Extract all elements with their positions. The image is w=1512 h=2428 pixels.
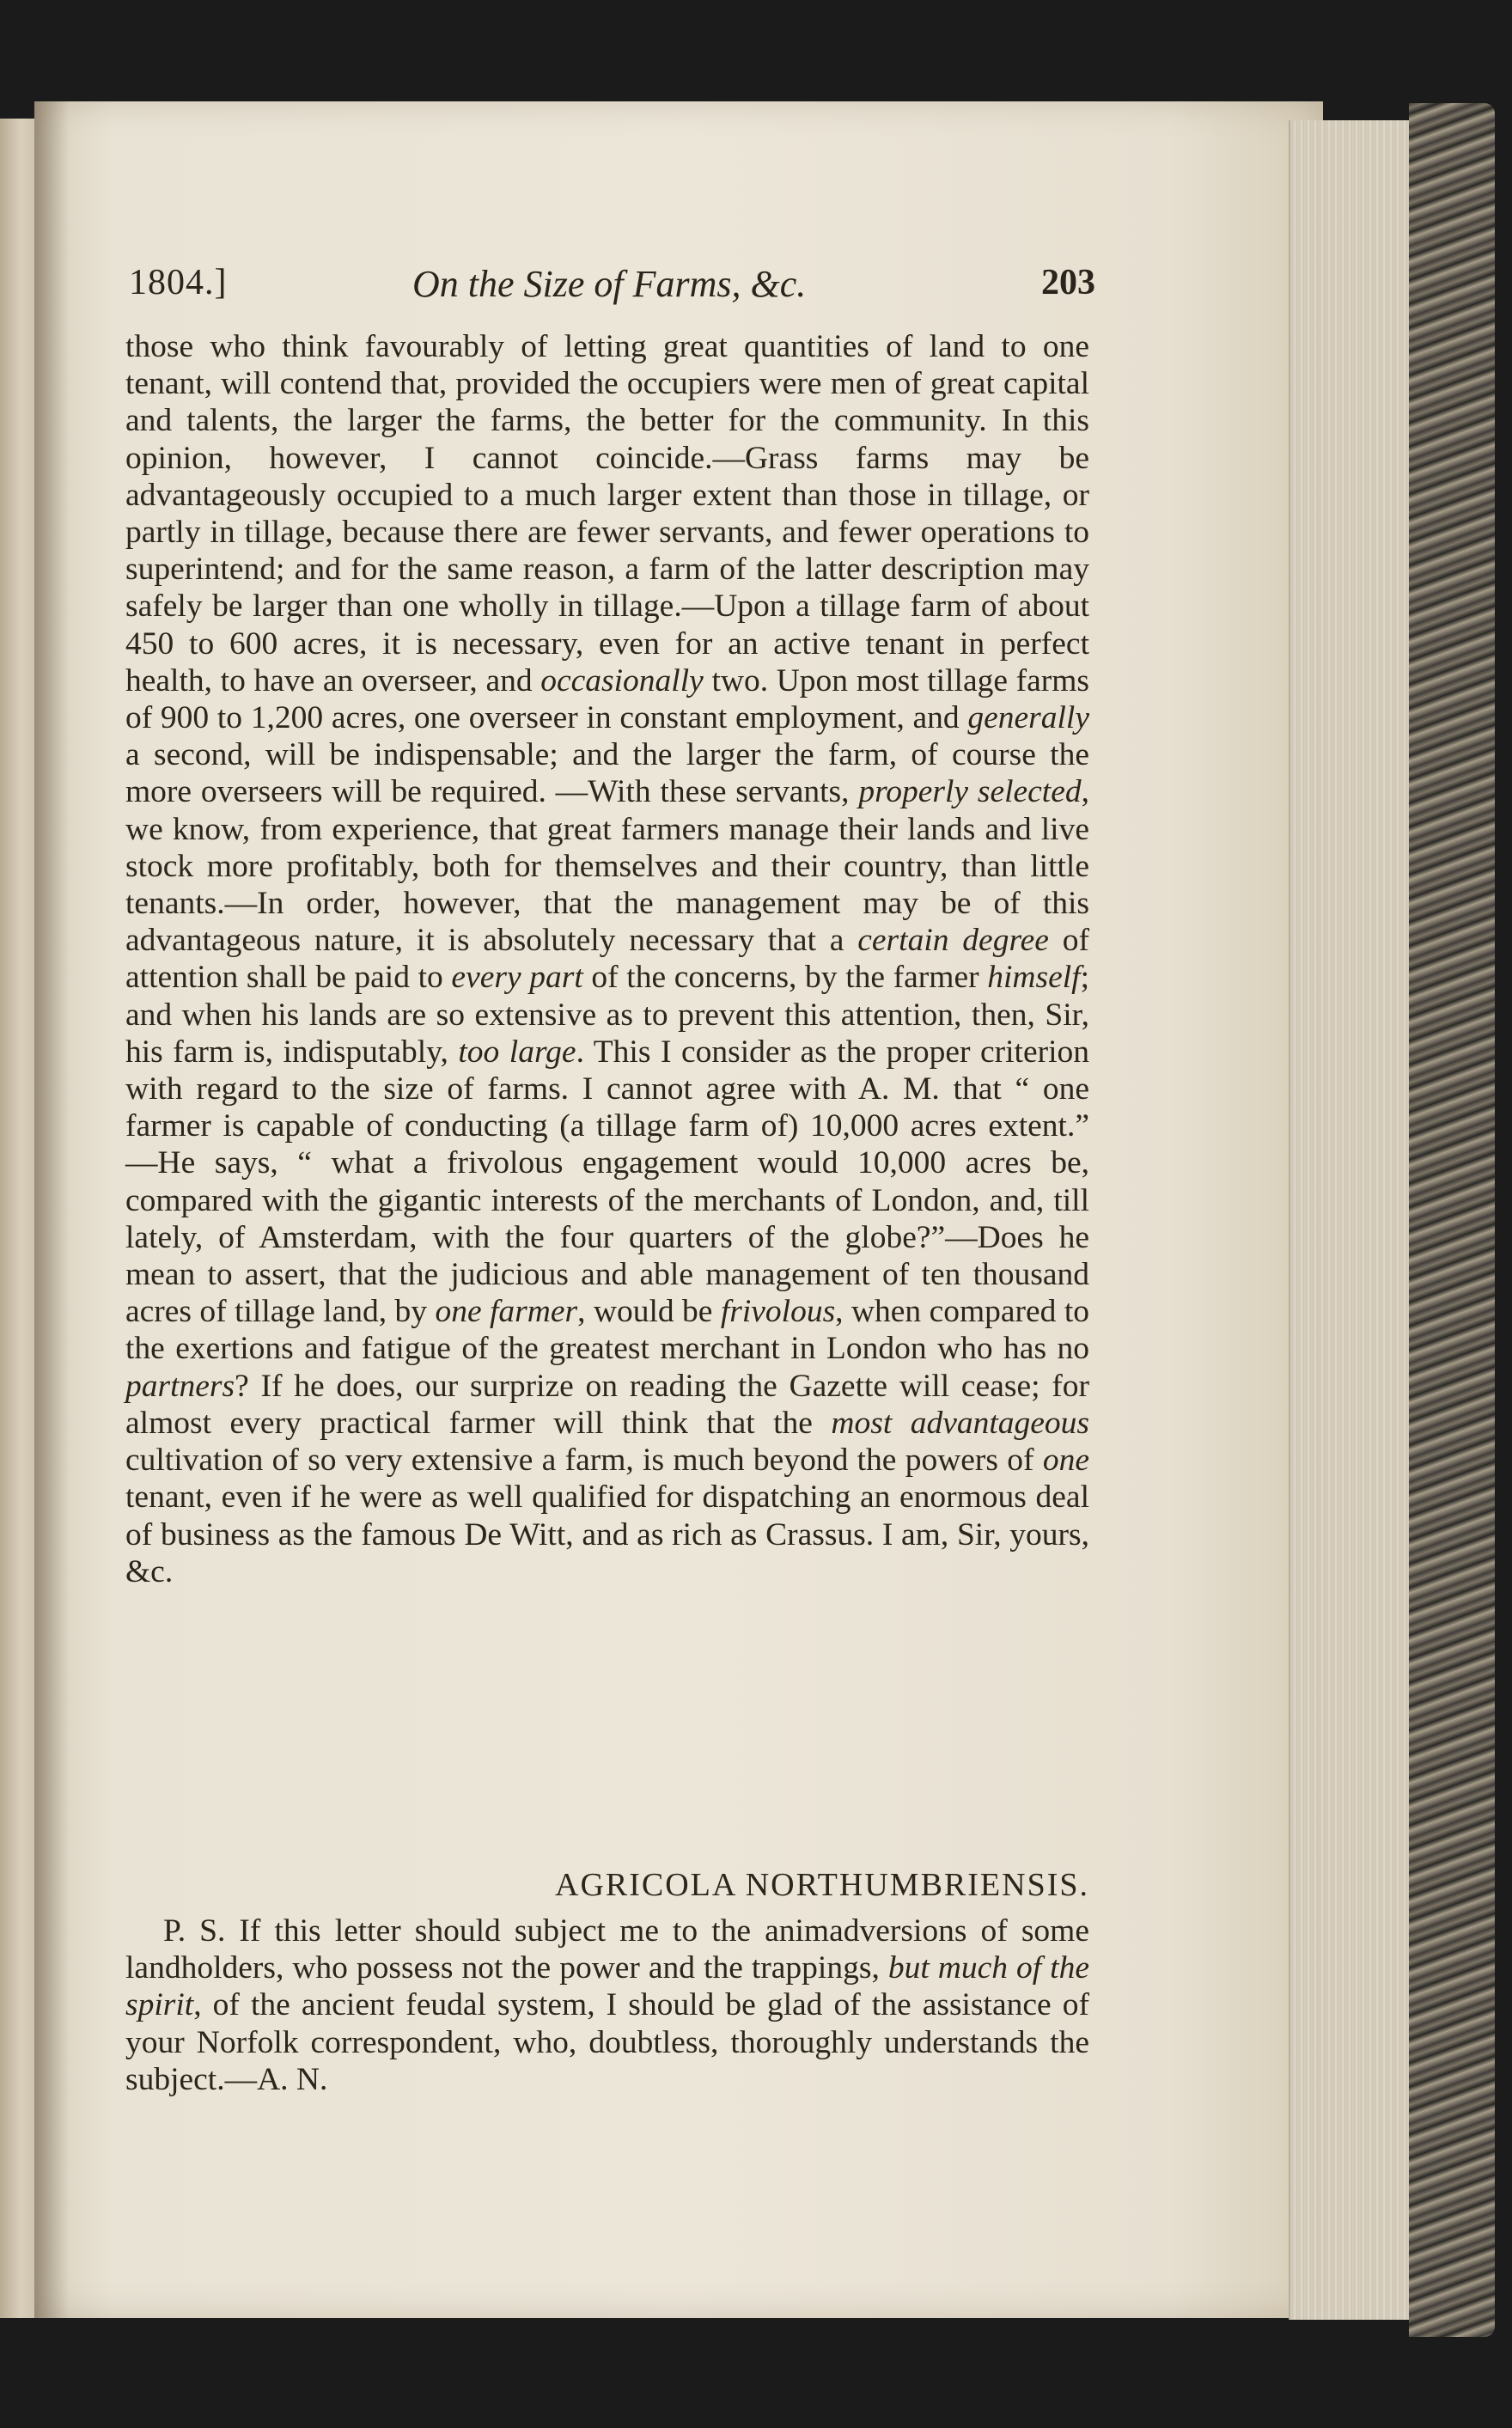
text-run: , we know, from experience, that great farmers manage their lands and live stock more profitably, both for themselves and their country, than little tenants.—In order, however, that the management may be of this advantageous nature, it is absolutely necessary that a xyxy=(125,774,1089,959)
italic-run: partners xyxy=(125,1368,235,1404)
text-run: of attention shall be paid to xyxy=(125,923,1089,996)
text-run: ? If he does, our surprize on reading the Gazette will cease; for almost every practical farmer will think that the xyxy=(125,1368,1089,1441)
italic-run: too large xyxy=(458,1034,576,1070)
italic-run: every part xyxy=(451,960,583,996)
italic-run: one farmer xyxy=(435,1294,578,1330)
marbled-cover xyxy=(1409,103,1495,2337)
text-run: ; and when his lands are so extensive as to prevent this attention, then, Sir, his farm is, indisputably, xyxy=(125,960,1089,1070)
text-run: , when compared to the exertions and fatigue of the greatest merchant in London who has no xyxy=(125,1294,1089,1367)
italic-run: certain degree xyxy=(857,923,1049,959)
text-run: P. S. If this letter should subject me to the animadversions of some landholders, who possess not the power and the trappings, xyxy=(125,1913,1089,1986)
italic-run: most advantageous xyxy=(831,1405,1089,1441)
text-run: of the concerns, by the farmer xyxy=(582,960,988,996)
text-run: two. Upon most tillage farms of 900 to 1,200 acres, one overseer in constant employment, and xyxy=(125,662,1090,736)
letter-body xyxy=(125,328,1089,1590)
text-run: , would be xyxy=(577,1294,721,1330)
header-title: On the Size of Farms, &c. xyxy=(412,263,807,305)
italic-run: one xyxy=(1042,1443,1089,1479)
postscript xyxy=(125,1913,1089,2098)
text-run: . This I consider as the proper criterion with regard to the size of farms. I cannot agree with A. M. that “ one farmer is capable of conducting (a tillage farm of) 10,000 acres extent.” —He says, “ what a frivolous engagement would 10,000 acres be, compared with the gigantic interests of the merchants of London, and, till lately, of Amsterdam, with the four quarters of the globe?”—Does he mean to assert, that the judicious and able management of ten thousand acres of tillage land, by xyxy=(125,1034,1089,1330)
text-run: tenant, even if he were as well qualified for dispatching an enormous deal of business as the famous De Witt, and as rich as Crassus. I am, Sir, yours, &c. xyxy=(125,1479,1089,1589)
italic-run: generally xyxy=(967,700,1089,736)
italic-run: frivolous xyxy=(720,1294,836,1330)
text-run: cultivation of so very extensive a farm, is much beyond the powers of xyxy=(125,1443,1043,1479)
italic-run: properly selected xyxy=(858,774,1082,810)
left-page-edge xyxy=(0,119,34,2318)
page-edges xyxy=(1289,120,1419,2320)
page-number: 203 xyxy=(1041,263,1095,302)
header-year: 1804.] xyxy=(129,263,228,302)
signature: AGRICOLA NORTHUMBRIENSIS. xyxy=(555,1867,1089,1903)
text-run: a second, will be indispensable; and the larger the farm, of course the more overseers will be required. —With these servants, xyxy=(125,737,1089,810)
text-run: , of the ancient feudal system, I should be glad of the assistance of your Norfolk correspondent, who, doubtless, thoroughly understands the subject.—A. N. xyxy=(125,1987,1089,2097)
page-gutter-shadow xyxy=(34,101,69,2318)
body-paragraph xyxy=(125,328,1089,1590)
italic-run: occasionally xyxy=(540,662,704,699)
italic-run: but much of the spirit xyxy=(125,1950,1089,2023)
running-header xyxy=(129,262,1095,314)
italic-run: himself xyxy=(987,960,1081,996)
text-run: those who think favourably of letting great quantities of land to one tenant, will contend that, provided the occupiers were men of great capital and talents, the larger the farms, the better for the community. In this opinion, however, I cannot coincide.—Grass farms may be advantageously occupied to a much larger extent than those in tillage, or partly in tillage, because there are fewer servants, and fewer operations to superintend; and for the same reason, a farm of the latter description may safely be larger than one wholly in tillage.—Upon a tillage farm of about 450 to 600 acres, it is necessary, even for an active tenant in perfect health, to have an overseer, and xyxy=(125,329,1089,699)
